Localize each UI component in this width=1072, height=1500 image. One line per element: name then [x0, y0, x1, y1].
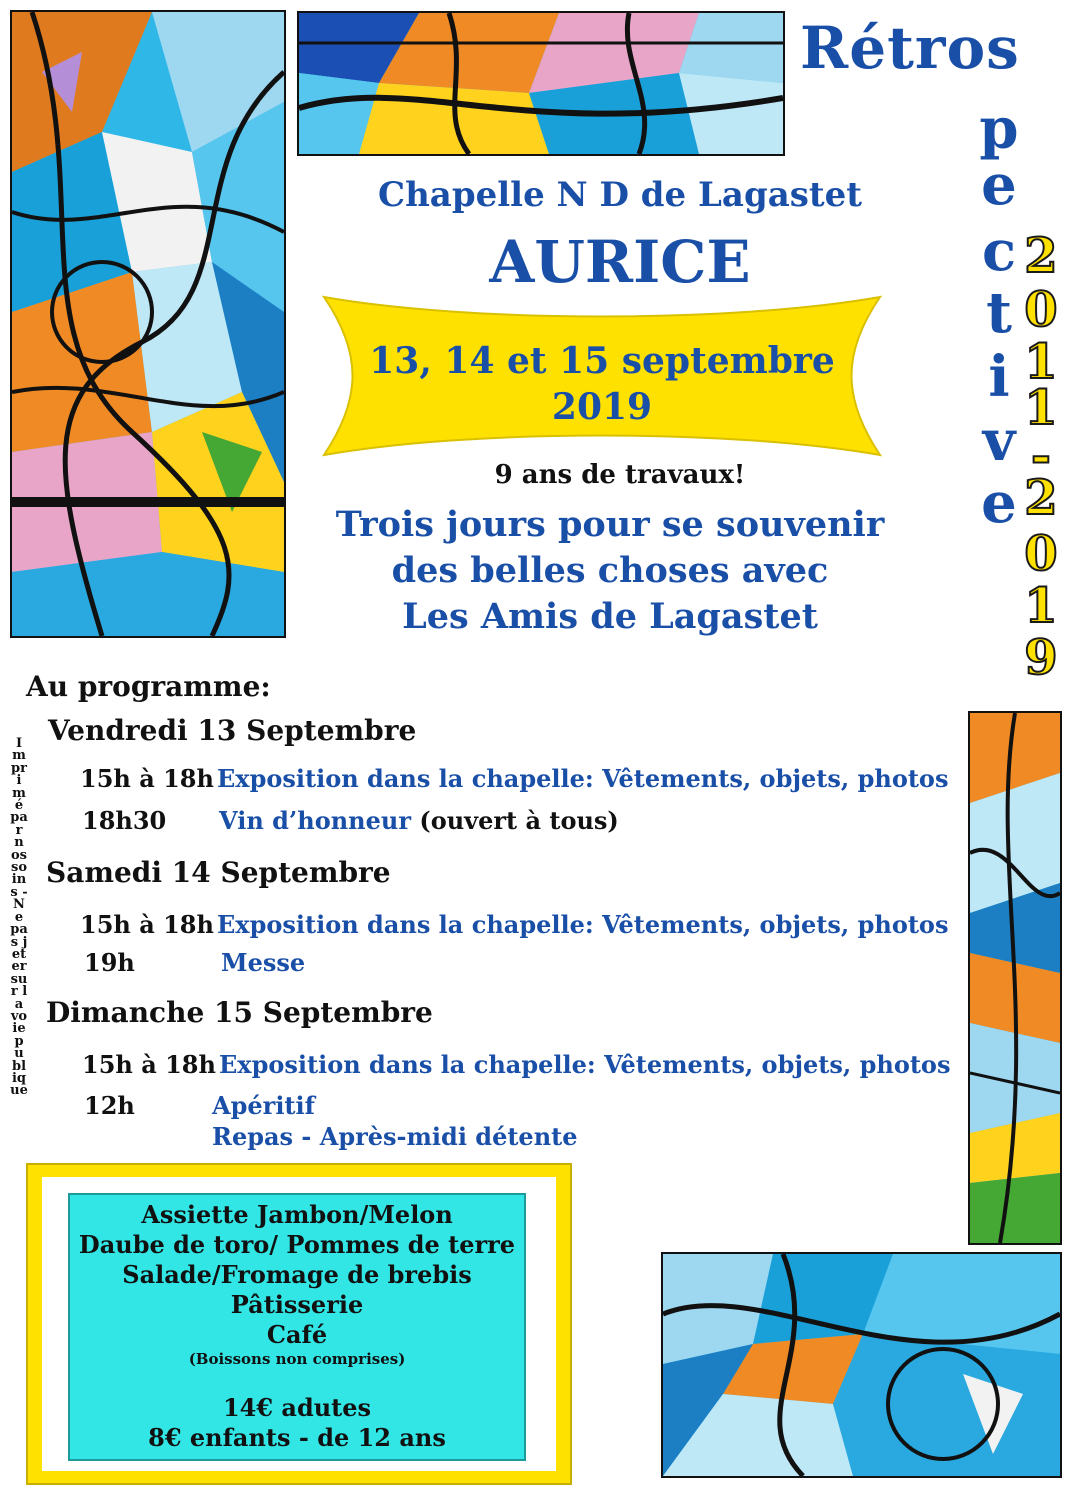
time-label: 19h	[84, 948, 135, 977]
invitation-line: Les Amis de Lagastet	[402, 596, 818, 637]
year-digit: 1	[1024, 334, 1058, 390]
day-heading-sunday: Dimanche 15 Septembre	[46, 996, 433, 1029]
activity-label: Exposition dans la chapelle: Vêtements, objets, photos	[219, 1050, 951, 1079]
stained-glass-image-top	[297, 11, 785, 156]
stained-glass-image-bottom	[661, 1252, 1062, 1478]
activity-label: Repas - Après-midi détente	[212, 1122, 578, 1151]
event-dates	[340, 338, 864, 430]
year-digit: 2	[1024, 470, 1058, 526]
print-notice: Imprimé par nos soins - Ne pas jeter sur la voie publique	[10, 736, 28, 1099]
time-label: 15h à 18h	[80, 764, 214, 793]
price-children: 8€ enfants - de 12 ans	[148, 1423, 446, 1452]
retro-letter: t	[986, 280, 1012, 346]
activity-label: Apéritif	[212, 1091, 315, 1120]
activity-label: Messe	[221, 948, 306, 977]
program-heading: Au programme:	[26, 670, 271, 703]
menu-item: Café	[266, 1320, 328, 1349]
time-label: 12h	[84, 1091, 135, 1120]
chapel-name: Chapelle N D de Lagastet	[378, 175, 862, 215]
activity-name: Vin d’honneur	[219, 806, 411, 835]
retro-letter: e	[981, 470, 1017, 536]
retro-letter: i	[988, 344, 1010, 410]
day-heading-saturday: Samedi 14 Septembre	[46, 856, 391, 889]
day-heading-friday: Vendredi 13 Septembre	[48, 714, 417, 747]
activity-label: Exposition dans la chapelle: Vêtements, objets, photos	[217, 910, 949, 939]
year-digit: 0	[1024, 282, 1058, 338]
menu-item: Daube de toro/ Pommes de terre	[78, 1230, 516, 1259]
tagline: 9 ans de travaux!	[494, 460, 746, 490]
event-year: 2019	[551, 386, 653, 428]
menu-item: Salade/Fromage de brebis	[122, 1260, 472, 1289]
retro-letter: e	[981, 152, 1017, 218]
year-digit: 2	[1024, 228, 1058, 284]
time-label: 15h à 18h	[80, 910, 214, 939]
menu-item: Pâtisserie	[230, 1290, 364, 1319]
retro-letter: c	[981, 218, 1017, 284]
year-digit: 1	[1024, 380, 1058, 436]
stained-glass-image-left	[10, 10, 286, 638]
year-digit: -	[1031, 428, 1051, 484]
retro-letter: v	[982, 408, 1016, 474]
retro-letter: p	[979, 96, 1019, 162]
activity-label	[219, 806, 619, 835]
event-dates-line: 13, 14 et 15 septembre	[369, 340, 835, 382]
activity-note: (ouvert à tous)	[419, 806, 619, 835]
year-digit: 9	[1024, 630, 1058, 686]
invitation-line: des belles choses avec	[391, 550, 829, 591]
stained-glass-image-right	[968, 711, 1062, 1245]
time-label: 15h à 18h	[82, 1050, 216, 1079]
activity-label: Exposition dans la chapelle: Vêtements, objets, photos	[217, 764, 949, 793]
town-name: AURICE	[489, 228, 751, 296]
year-digit: 0	[1024, 526, 1058, 582]
retrospective-title: Rétros	[800, 14, 1020, 82]
drinks-note: (Boissons non comprises)	[188, 1350, 406, 1368]
year-digit: 1	[1024, 578, 1058, 634]
menu-item: Assiette Jambon/Melon	[141, 1200, 453, 1229]
time-label: 18h30	[82, 806, 167, 835]
price-adults: 14€ adutes	[222, 1393, 372, 1422]
invitation-line: Trois jours pour se souvenir	[335, 504, 885, 545]
invitation-text	[290, 502, 930, 640]
